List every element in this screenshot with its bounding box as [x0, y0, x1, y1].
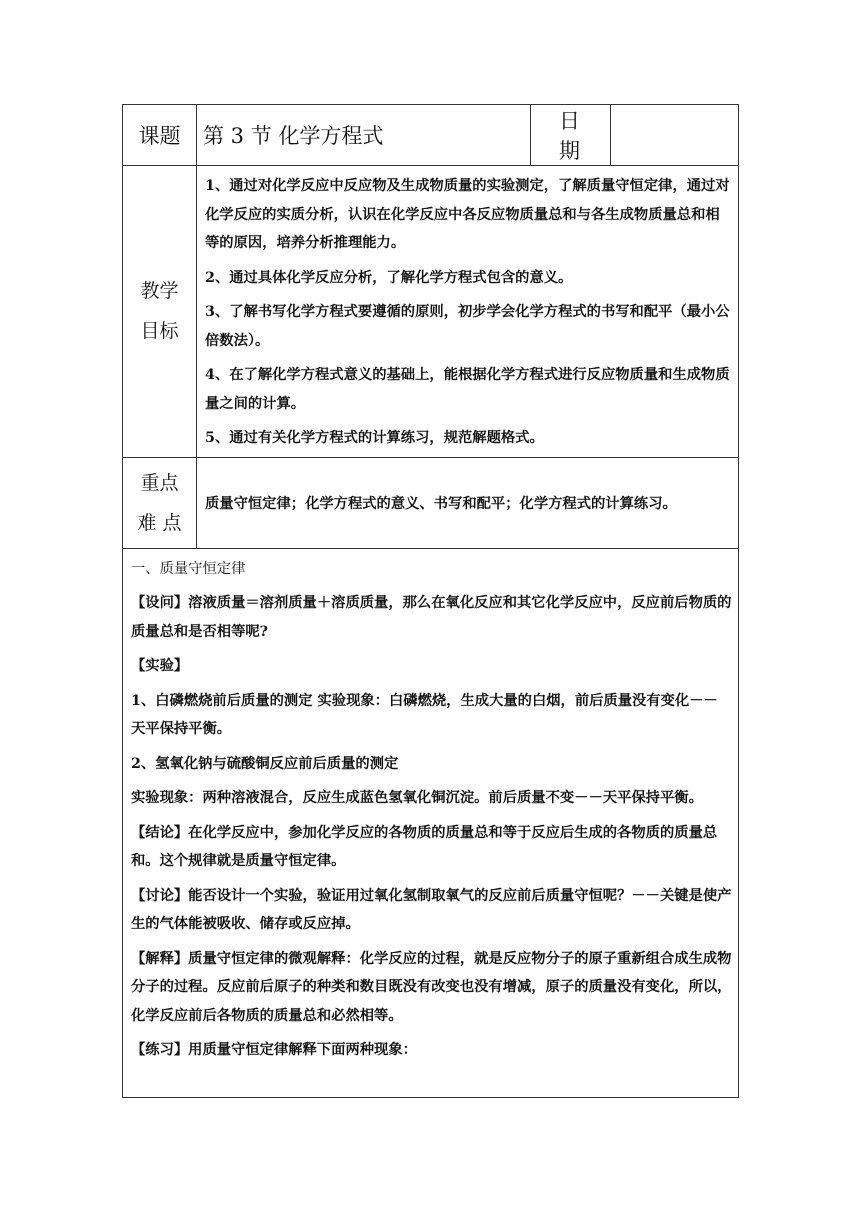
objective-item: 1、通过对化学反应中反应物及生成物质量的实验测定，了解质量守恒定律，通过对化学反应的实质分析，认识在化学反应中各反应物质量总和与各生成物质量总和相等的原因，培养分析推理能力。 [205, 178, 730, 251]
content-paragraph: 【实验】 [131, 658, 189, 674]
topic-label: 课题 [123, 105, 197, 166]
objectives-label-line1: 教学 [140, 280, 179, 303]
lesson-plan-sheet [122, 104, 738, 1098]
content-paragraph: 1、白磷燃烧前后质量的测定 实验现象：白磷燃烧，生成大量的白烟，前后质量没有变化－－天平保持平衡。 [131, 692, 718, 737]
lesson-content [123, 548, 739, 1097]
key-points-row [123, 457, 739, 548]
section-title: 一、质量守恒定律 [131, 560, 246, 577]
content-paragraph: 【讨论】能否设计一个实验，验证用过氧化氢制取氧气的反应前后质量守恒呢？－－关键是使产生的气体能被吸收、储存或反应掉。 [131, 887, 732, 932]
content-row [123, 548, 739, 1097]
objective-item: 3、了解书写化学方程式要遵循的原则，初步学会化学方程式的书写和配平（最小公倍数法）。 [205, 304, 730, 349]
lesson-plan-table [122, 104, 739, 1098]
key-points-text: 质量守恒定律；化学方程式的意义、书写和配平；化学方程式的计算练习。 [197, 457, 739, 548]
objectives-list [197, 166, 739, 458]
content-paragraph: 2、氢氧化钠与硫酸铜反应前后质量的测定 [131, 755, 399, 772]
content-paragraph: 【解释】质量守恒定律的微观解释：化学反应的过程，就是反应物分子的原子重新组合成生成物分子的过程。反应前后原子的种类和数目既没有改变也没有增减，原子的质量没有变化，所以，化学反应前后各物质的质量总和必然相等。 [131, 950, 732, 1024]
key-points-label [123, 457, 197, 548]
header-row [123, 105, 739, 166]
date-label: 日 期 [531, 105, 611, 166]
content-paragraph: 【设问】溶液质量＝溶剂质量＋溶质质量，那么在氧化反应和其它化学反应中，反应前后物质的质量总和是否相等呢? [131, 595, 732, 640]
key-points-label-line2: 难 点 [137, 511, 182, 534]
content-paragraph: 【结论】在化学反应中，参加化学反应的各物质的质量总和等于反应后生成的各物质的质量总和。这个规律就是质量守恒定律。 [131, 824, 718, 869]
key-points-label-line1: 重点 [140, 471, 179, 494]
date-value [611, 105, 739, 166]
objective-item: 4、在了解化学方程式意义的基础上，能根据化学方程式进行反应物质量和生成物质量之间的计算。 [205, 367, 730, 412]
objectives-label [123, 166, 197, 458]
topic-value: 第 3 节 化学方程式 [197, 105, 531, 166]
objectives-label-line2: 目标 [140, 320, 179, 343]
objectives-row [123, 166, 739, 458]
content-paragraph: 【练习】用质量守恒定律解释下面两种现象： [131, 1042, 417, 1058]
objective-item: 2、通过具体化学反应分析，了解化学方程式包含的意义。 [205, 269, 573, 286]
content-paragraph: 实验现象：两种溶液混合，反应生成蓝色氢氧化铜沉淀。前后质量不变－－天平保持平衡。 [131, 790, 703, 806]
objective-item: 5、通过有关化学方程式的计算练习，规范解题格式。 [205, 430, 544, 446]
